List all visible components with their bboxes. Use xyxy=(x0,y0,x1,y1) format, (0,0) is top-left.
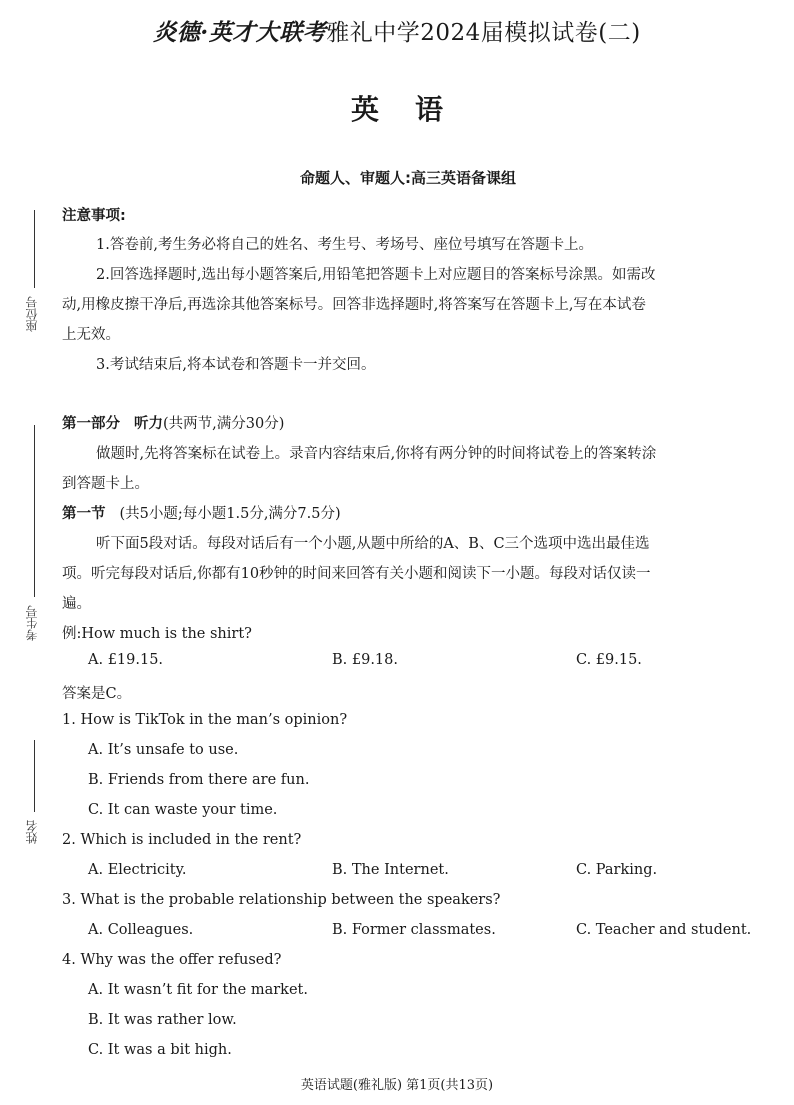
example-answer: 答案是C。 xyxy=(62,686,132,702)
exam-title: 雅礼中学2024届模拟试卷(二) xyxy=(326,20,641,46)
question-2-option-c: C. Parking. xyxy=(576,862,658,878)
part1-heading: 第一部分 xyxy=(62,416,120,432)
part1-instruction-line-1: 做题时,先将答案标在试卷上。录音内容结束后,你将有两分钟的时间将试卷上的答案转涂 xyxy=(96,446,657,462)
notice-heading: 注意事项: xyxy=(62,208,126,224)
part1-note: (共两节,满分30分) xyxy=(163,416,285,432)
question-4-option-c: C. It was a bit high. xyxy=(88,1042,232,1058)
question-2-option-b: B. The Internet. xyxy=(332,862,449,878)
question-3-options xyxy=(62,922,780,942)
author-line: 命题人、审题人:高三英语备课组 xyxy=(300,169,517,187)
notice-item-3: 3.考试结束后,将本试卷和答题卡一并交回。 xyxy=(96,357,376,373)
notice-item-2-line-1: 2.回答选择题时,选出每小题答案后,用铅笔把答题卡上对应题目的答案标号涂黑。如需改 xyxy=(96,267,656,283)
question-4-option-b: B. It was rather low. xyxy=(88,1012,237,1028)
question-3-stem: 3. What is the probable relationship between the speakers? xyxy=(62,892,501,908)
part1-title: 听力 xyxy=(134,416,163,432)
name-label: 姓名 xyxy=(25,820,39,844)
name-field[interactable] xyxy=(20,740,44,860)
section1-instruction-line-3: 遍。 xyxy=(62,596,91,612)
question-1-option-c: C. It can waste your time. xyxy=(88,802,278,818)
example-options xyxy=(62,652,780,672)
exam-header xyxy=(0,14,794,47)
question-4-option-a: A. It wasn’t fit for the market. xyxy=(88,982,308,998)
exam-number-field[interactable] xyxy=(20,425,44,655)
exam-number-line xyxy=(34,425,35,597)
seat-number-field[interactable] xyxy=(20,210,44,350)
example-option-b: B. £9.18. xyxy=(332,652,398,668)
page-footer: 英语试题(雅礼版) 第1页(共13页) xyxy=(300,1078,494,1093)
question-3-option-a: A. Colleagues. xyxy=(88,922,194,938)
question-2-option-a: A. Electricity. xyxy=(88,862,187,878)
example-option-a: A. £19.15. xyxy=(88,652,164,668)
question-3-option-b: B. Former classmates. xyxy=(332,922,496,938)
subject-title: 英语 xyxy=(350,93,479,126)
part1-instruction-line-2: 到答题卡上。 xyxy=(62,476,149,492)
seat-number-line xyxy=(34,210,35,288)
section1-instruction-line-2: 项。听完每段对话后,你都有10秒钟的时间来回答有关小题和阅读下一小题。每段对话仅读一 xyxy=(62,566,651,582)
section1-heading-row xyxy=(62,502,780,523)
question-1-stem: 1. How is TikTok in the man’s opinion? xyxy=(62,712,348,728)
notice-item-2-line-3: 上无效。 xyxy=(62,327,120,343)
question-1-option-b: B. Friends from there are fun. xyxy=(88,772,310,788)
example-question: 例:How much is the shirt? xyxy=(62,626,252,642)
question-3-option-c: C. Teacher and student. xyxy=(576,922,752,938)
notice-item-2-line-2: 动,用橡皮擦干净后,再选涂其他答案标号。回答非选择题时,将答案写在答题卡上,写在本试卷 xyxy=(62,297,646,313)
exam-number-label: 考生号 xyxy=(25,605,39,641)
example-option-c: C. £9.15. xyxy=(576,652,642,668)
section1-heading: 第一节 xyxy=(62,506,106,522)
part1-heading-row xyxy=(62,412,780,433)
notice-item-1: 1.答卷前,考生务必将自己的姓名、考生号、考场号、座位号填写在答题卡上。 xyxy=(96,237,593,253)
section1-note: (共5小题;每小题1.5分,满分7.5分) xyxy=(119,506,341,522)
question-2-options xyxy=(62,862,780,882)
name-line xyxy=(34,740,35,812)
question-1-option-a: A. It’s unsafe to use. xyxy=(88,742,239,758)
binding-margin xyxy=(20,0,44,1105)
exam-brand: 炎德·英才大联考 xyxy=(153,19,327,46)
question-2-stem: 2. Which is included in the rent? xyxy=(62,832,302,848)
seat-number-label: 座位号 xyxy=(25,296,39,332)
question-4-stem: 4. Why was the offer refused? xyxy=(62,952,282,968)
section1-instruction-line-1: 听下面5段对话。每段对话后有一个小题,从题中所给的A、B、C三个选项中选出最佳选 xyxy=(96,536,650,552)
